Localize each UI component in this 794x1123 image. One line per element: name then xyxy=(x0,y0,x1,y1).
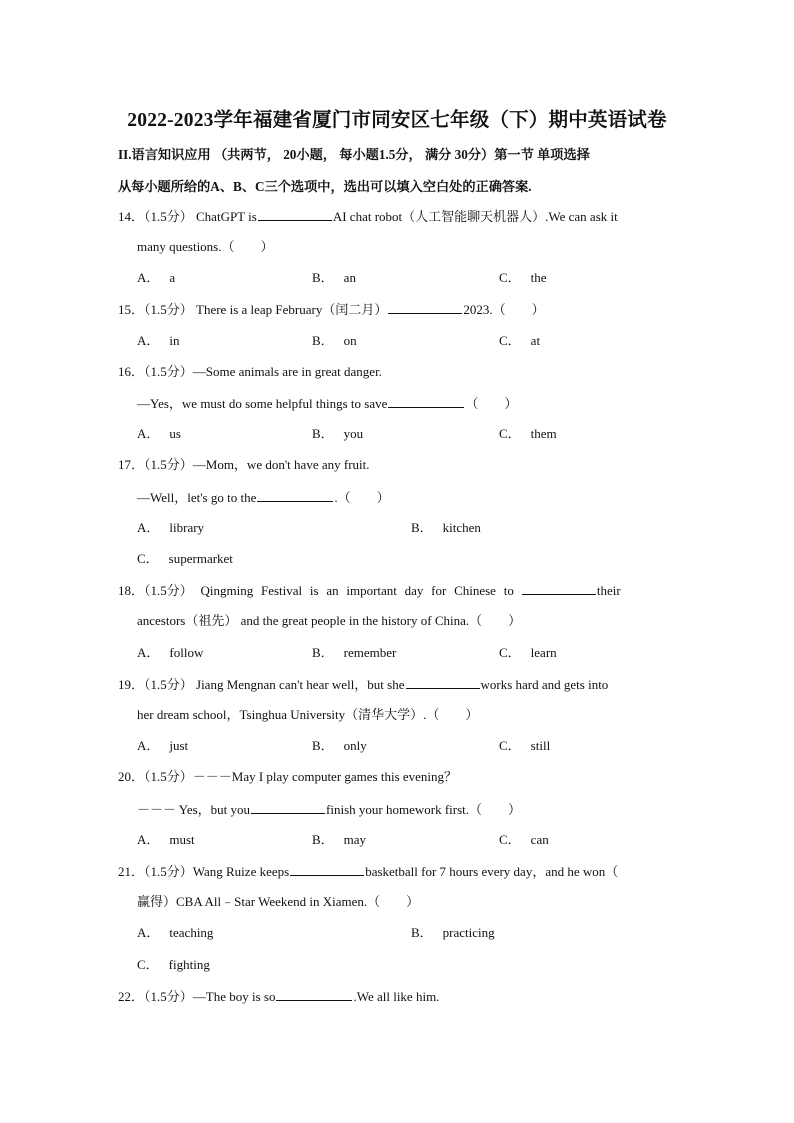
section-line-2: 从每小题所给的A、B、C三个选项中，选出可以填入空白处的正确答案. xyxy=(118,179,532,194)
question-19-option-a[interactable]: A． just xyxy=(137,738,189,753)
question-20-line-1: 20．（1.5分）－－－May I play computer games this evening？ xyxy=(118,769,458,784)
answer-blank[interactable] xyxy=(251,800,325,814)
question-21-line-2: 赢得）CBA All﹣Star Weekend in Xiamen.（ ） xyxy=(137,894,420,909)
question-18-option-a[interactable]: A． follow xyxy=(137,645,204,660)
question-14-line-2: many questions.（ ） xyxy=(137,239,274,254)
section-line-1: II.语言知识应用 （共两节， 20小题， 每小题1.5分， 满分 30分）第一节 单项选择 xyxy=(118,147,590,162)
answer-blank[interactable] xyxy=(388,394,464,408)
answer-blank[interactable] xyxy=(406,675,480,689)
question-19-line-2: her dream school，Tsinghua University（清华大学）.（ ） xyxy=(137,707,479,722)
question-19-option-b[interactable]: B． only xyxy=(312,738,367,753)
question-19-option-c[interactable]: C． still xyxy=(499,738,551,753)
question-21-option-c[interactable]: C． fighting xyxy=(137,957,210,972)
question-21-line-1: 21．（1.5分）Wang Ruize keeps basketball for 7 hours every day，and he won（ xyxy=(118,864,619,879)
question-20-option-b[interactable]: B． may xyxy=(312,832,367,847)
answer-blank[interactable] xyxy=(290,862,364,876)
question-17-option-c[interactable]: C． supermarket xyxy=(137,551,233,566)
answer-blank[interactable] xyxy=(258,207,332,221)
question-16-option-a[interactable]: A． us xyxy=(137,426,181,441)
question-17-line-2: —Well，let's go to the .（ ） xyxy=(137,490,390,505)
question-14-option-b[interactable]: B． an xyxy=(312,270,356,285)
question-16-line-2: —Yes，we must do some helpful things to save （ ） xyxy=(137,396,518,411)
question-19-line-1: 19．（1.5分） Jiang Mengnan can't hear well，but she works hard and gets into xyxy=(118,677,609,692)
question-15-option-b[interactable]: B． on xyxy=(312,333,357,348)
question-17-option-b[interactable]: B． kitchen xyxy=(411,520,481,535)
question-15-option-c[interactable]: C． at xyxy=(499,333,541,348)
question-18-line-1: 18．（1.5分） Qingming Festival is an important day for Chinese to their xyxy=(118,583,621,598)
section-instructions xyxy=(118,139,688,203)
question-20-option-c[interactable]: C． can xyxy=(499,832,549,847)
question-20-option-a[interactable]: A． must xyxy=(137,832,195,847)
question-21-option-b[interactable]: B． practicing xyxy=(411,925,495,940)
answer-blank[interactable] xyxy=(522,581,596,595)
question-15-option-a[interactable]: A． in xyxy=(137,333,180,348)
question-22-line-1: 22．（1.5分）—The boy is so .We all like him. xyxy=(118,989,440,1004)
question-20-line-2: －－－ Yes，but you finish your homework first.（ ） xyxy=(137,802,522,817)
question-21-option-a[interactable]: A． teaching xyxy=(137,925,214,940)
page-title: 2022-2023学年福建省厦门市同安区七年级（下）期中英语试卷 xyxy=(127,110,667,131)
answer-blank[interactable] xyxy=(276,987,352,1001)
answer-blank[interactable] xyxy=(257,488,333,502)
question-17-option-a[interactable]: A． library xyxy=(137,520,205,535)
question-14-option-c[interactable]: C． the xyxy=(499,270,547,285)
question-16-option-c[interactable]: C． them xyxy=(499,426,557,441)
answer-blank[interactable] xyxy=(388,300,462,314)
question-16-option-b[interactable]: B． you xyxy=(312,426,364,441)
question-14-option-a[interactable]: A． a xyxy=(137,270,176,285)
question-14-line-1: 14．（1.5分） ChatGPT is AI chat robot（人工智能聊天机器人）.We can ask it xyxy=(118,209,618,224)
question-18-option-b[interactable]: B． remember xyxy=(312,645,397,660)
question-15-line-1: 15．（1.5分） There is a leap February（闰二月） 2023.（ ） xyxy=(118,302,545,317)
question-18-line-2: ancestors（祖先） and the great people in the history of China.（ ） xyxy=(137,613,522,628)
question-16-line-1: 16．（1.5分）—Some animals are in great danger. xyxy=(118,364,382,379)
question-17-line-1: 17．（1.5分）—Mom，we don't have any fruit. xyxy=(118,457,370,472)
question-18-option-c[interactable]: C． learn xyxy=(499,645,557,660)
